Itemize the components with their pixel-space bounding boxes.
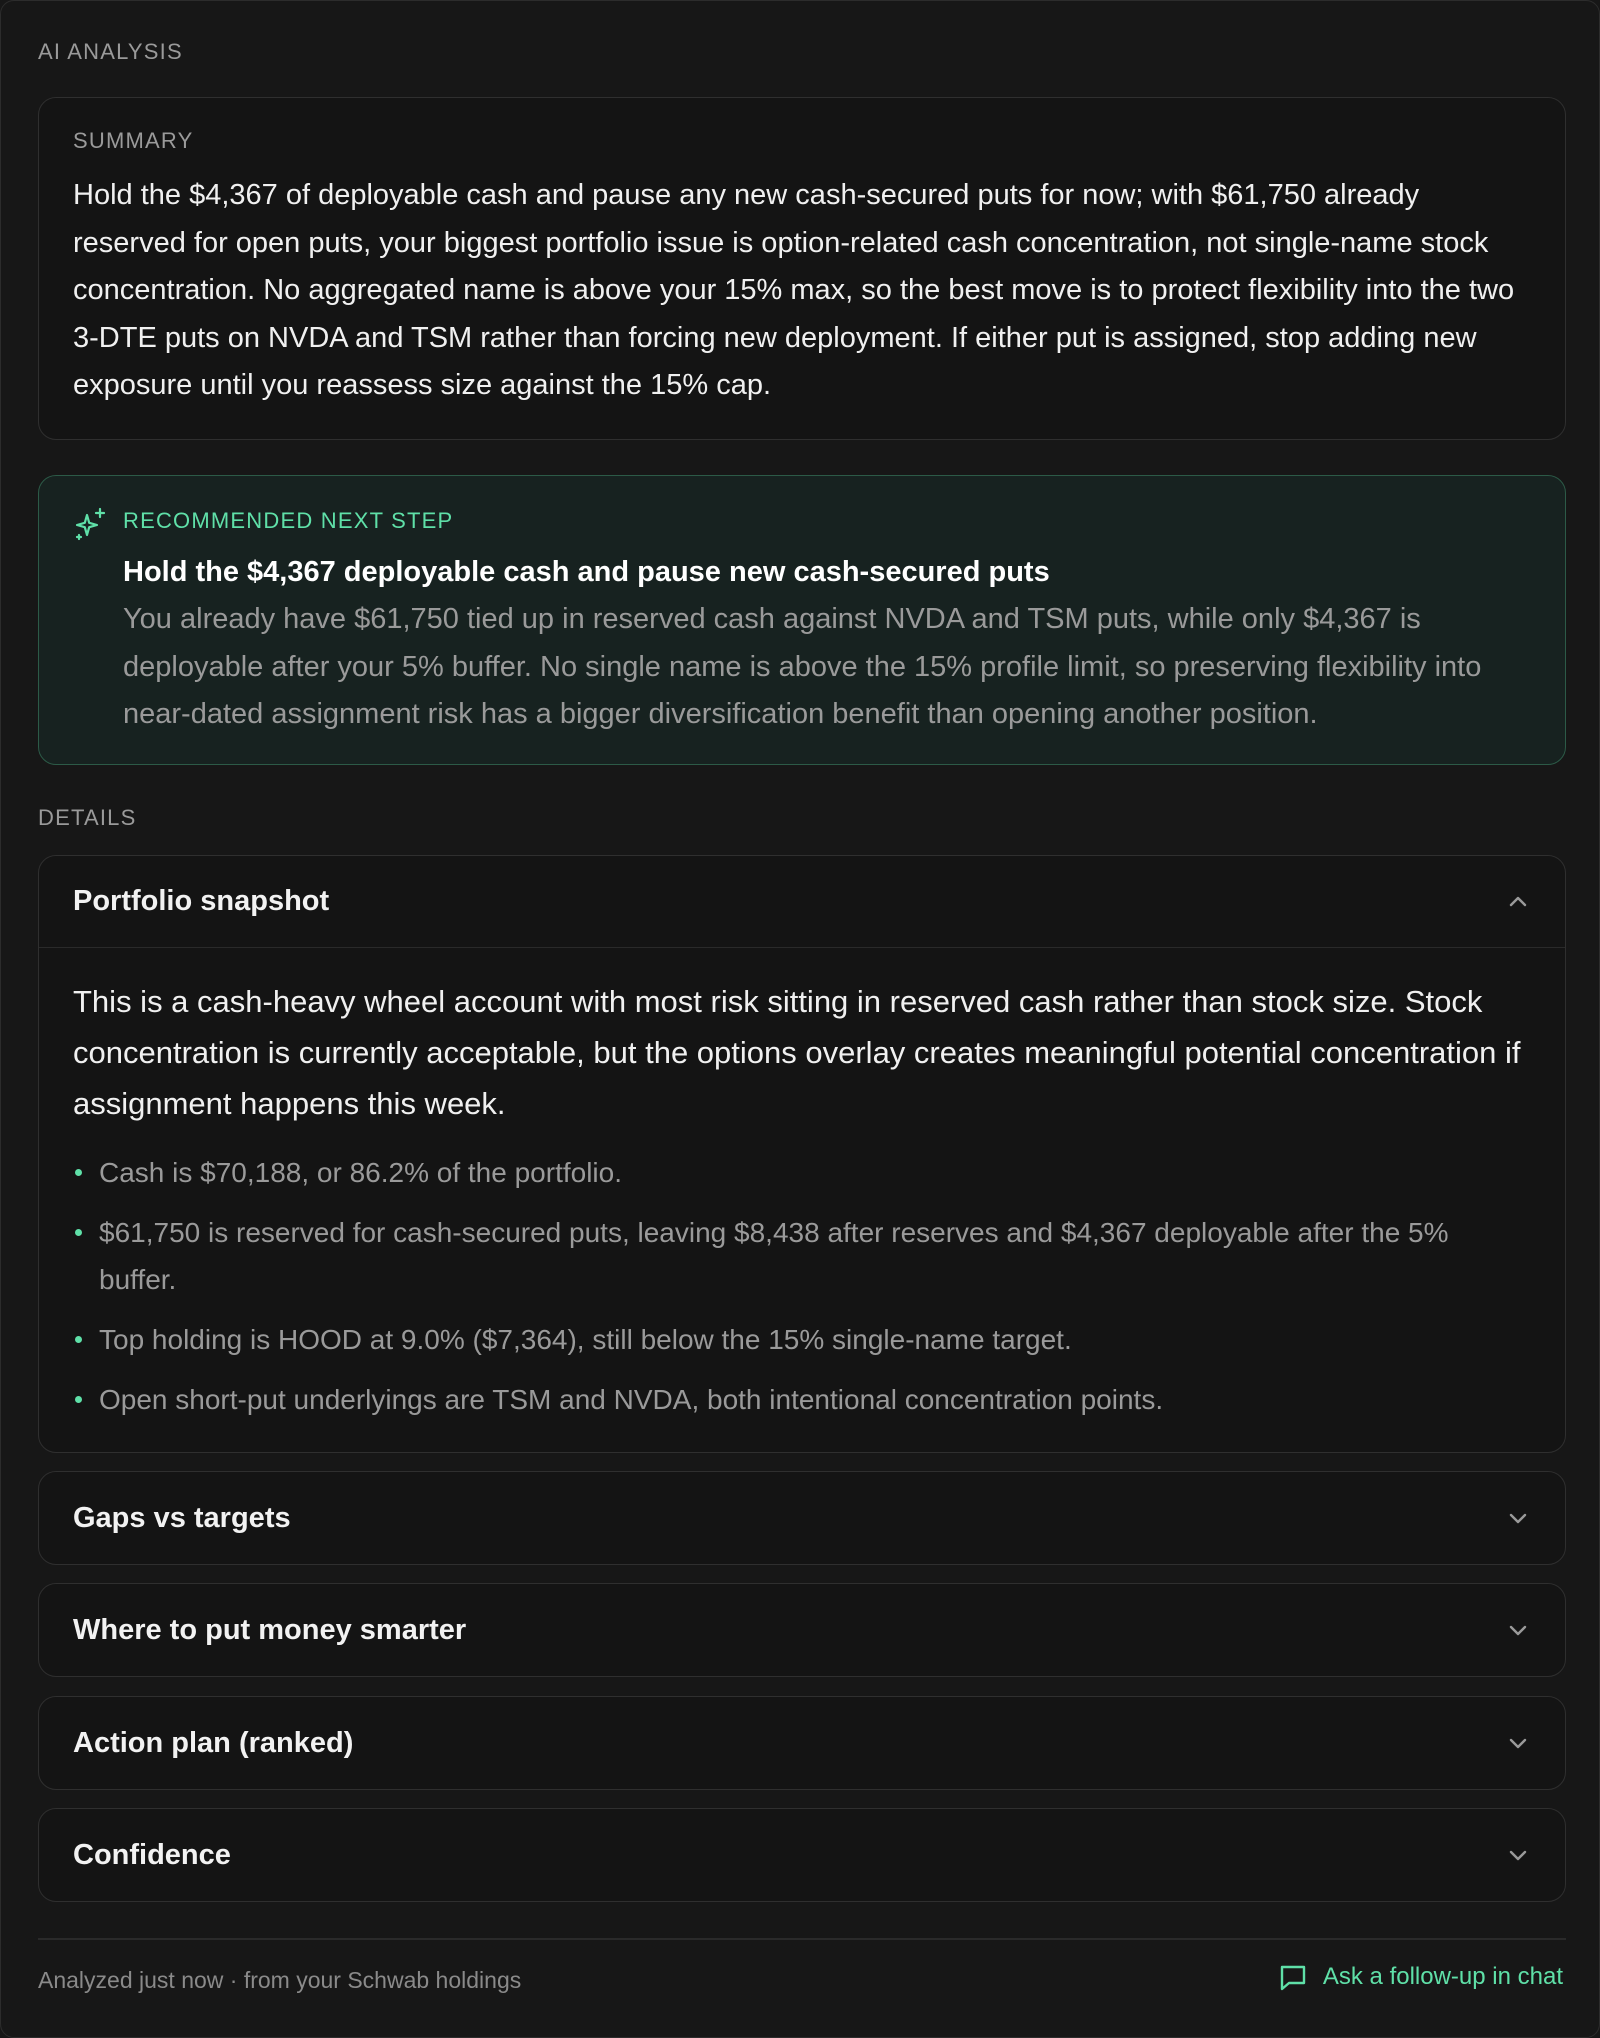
list-item: Open short-put underlyings are TSM and NVDA, both intentional concentration points. xyxy=(73,1376,1531,1423)
chevron-down-icon[interactable] xyxy=(1505,1842,1531,1868)
list-item: Top holding is HOOD at 9.0% ($7,364), still below the 15% single-name target. xyxy=(73,1316,1531,1363)
section-label-details: DETAILS xyxy=(38,805,137,830)
chat-bubble-icon xyxy=(1277,1961,1309,1993)
accordion-header-where-to-put-money[interactable] xyxy=(39,1584,1565,1676)
ask-followup-button[interactable] xyxy=(1277,1961,1563,1993)
accordion-confidence xyxy=(38,1808,1566,1902)
chevron-up-icon[interactable] xyxy=(1505,889,1531,915)
accordion-action-plan xyxy=(38,1696,1566,1790)
accordion-header-action-plan[interactable] xyxy=(39,1697,1565,1789)
accordion-body-portfolio-snapshot xyxy=(39,948,1565,1423)
snapshot-bullets xyxy=(73,1149,1531,1423)
accordion-gaps-vs-targets xyxy=(38,1471,1566,1565)
accordion-where-to-put-money xyxy=(38,1583,1566,1677)
snapshot-lead: This is a cash-heavy wheel account with most risk sitting in reserved cash rather than stock size. Stock concentration is currently acceptable, but the options overlay creates meaningful potential concentration if assignment happens this week. xyxy=(73,984,1521,1121)
accordion-title: Portfolio snapshot xyxy=(73,885,330,917)
accordion-portfolio-snapshot xyxy=(38,855,1566,1453)
footer-divider xyxy=(38,1938,1566,1940)
recommended-title: Hold the $4,367 deployable cash and pause new cash-secured puts xyxy=(123,556,1050,588)
accordion-header-confidence[interactable] xyxy=(39,1809,1565,1901)
recommended-label: RECOMMENDED NEXT STEP xyxy=(123,508,454,533)
sparkles-icon xyxy=(73,506,109,542)
accordion-title: Confidence xyxy=(73,1838,231,1871)
list-item: Cash is $70,188, or 86.2% of the portfolio. xyxy=(73,1149,1531,1196)
recommended-body: You already have $61,750 tied up in reserved cash against NVDA and TSM puts, while only $4,367 is deployable after your 5% buffer. No single name is above the 15% profile limit, so preserving flexibility into near-dated assignment risk has a bigger diversification benefit than opening another position. xyxy=(123,603,1482,730)
accordion-header-gaps-vs-targets[interactable] xyxy=(39,1472,1565,1564)
chevron-down-icon[interactable] xyxy=(1505,1617,1531,1643)
summary-label: SUMMARY xyxy=(73,128,194,153)
ask-followup-label: Ask a follow-up in chat xyxy=(1322,1963,1563,1990)
chevron-down-icon[interactable] xyxy=(1505,1505,1531,1531)
analysis-status: Analyzed just now · from your Schwab holdings xyxy=(38,1967,522,1993)
accordion-title: Gaps vs targets xyxy=(73,1501,291,1534)
section-label-ai-analysis: AI ANALYSIS xyxy=(38,39,183,64)
accordion-title: Action plan (ranked) xyxy=(73,1726,354,1759)
recommended-next-step-card xyxy=(38,475,1566,765)
list-item: $61,750 is reserved for cash-secured puts, leaving $8,438 after reserves and $4,367 deployable after the 5% buffer. xyxy=(73,1209,1531,1303)
summary-card xyxy=(38,97,1566,440)
accordion-title: Where to put money smarter xyxy=(73,1613,467,1646)
summary-text: Hold the $4,367 of deployable cash and pause any new cash-secured puts for now; with $61,750 already reserved for open puts, your biggest portfolio issue is option-related cash concentration, not single-name stock concentration. No aggregated name is above your 15% max, so the best move is to protect flexibility into the two 3-DTE puts on NVDA and TSM rather than forcing new deployment. If either put is assigned, stop adding new exposure until you reassess size against the 15% cap. xyxy=(73,179,1515,401)
accordion-header-portfolio-snapshot[interactable] xyxy=(39,856,1565,948)
chevron-down-icon[interactable] xyxy=(1505,1730,1531,1756)
